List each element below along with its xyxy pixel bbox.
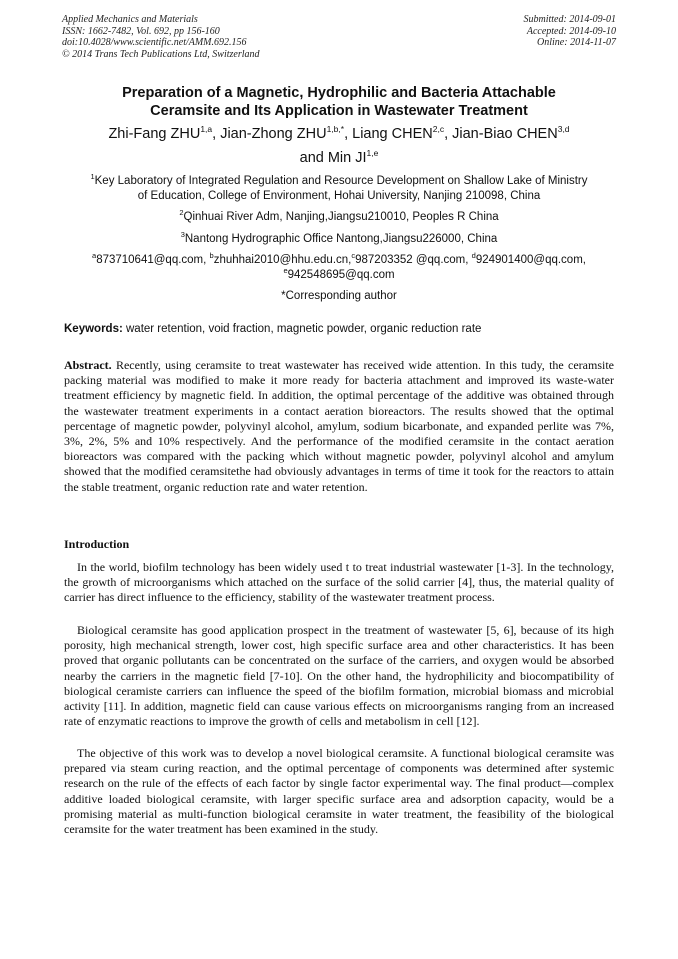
- intro-paragraph-1: In the world, biofilm technology has been widely used t to treat industrial wastewater [1-3]. In the technology, the growth of microorganisms which attached on the surface of the solid carrier [4], thus, the material quality of carrier has direct influence to the efficiency, stability of the wastewater treatment process.: [64, 560, 614, 605]
- doi-link[interactable]: doi:10.4028/www.scientific.net/AMM.692.156: [62, 37, 247, 48]
- intro-paragraph-3: The objective of this work was to develop a novel biological ceramsite. A functional biological ceramsite was prepared via steam curing reaction, and the optimal percentage of components was determined after systemic research on the rule of the effects of each factor by single factor experimental way. The final product—complex additive loaded biological ceramsite, with larger specific surface area and adsorption capacity, would be a promising material as multi-function biological ceramsite in water treatment, the feasibility of the biological ceramsite for the water treatment has been examined in the study.: [64, 746, 614, 837]
- author-name: Zhi-Fang ZHU: [108, 126, 201, 142]
- author-sup: 1,b,*: [326, 124, 345, 134]
- keywords-label: Keywords:: [64, 323, 123, 335]
- accepted-date: Accepted: 2014-09-10: [526, 25, 616, 37]
- author-sep: ,: [212, 126, 221, 142]
- affiliation-text: Key Laboratory of Integrated Regulation and Resource Development on Shallow Lake of Ministry: [94, 175, 588, 187]
- author-sep: ,: [444, 126, 453, 142]
- journal-name: Applied Mechanics and Materials: [62, 14, 198, 25]
- keywords: [64, 322, 624, 336]
- affiliation-text: of Education, College of Environment, Hohai University, Nanjing 210098, China: [137, 189, 541, 202]
- author-sup: 1,e: [366, 148, 379, 158]
- author-name: Liang CHEN: [352, 126, 433, 142]
- email-sup: b: [209, 251, 214, 260]
- email-link[interactable]: zhuhhai2010@hhu.edu.cn,: [213, 254, 352, 266]
- affiliation-2: [50, 210, 628, 225]
- intro-paragraph-2: Biological ceramsite has good application prospect in the treatment of wastewater [5, 6], because of its high porosity, high mechanical strength, lower cost, high specific surface area and other characteristics. It has been proved that organic pollutants can be concentrated on the surface of the carriers, and oxygen would be absorbed nearby the carriers in the magnetic field [7-10]. On the other hand, the hydrophilicity and biocompatibility of biological ceramiste carriers can influence the speed of the biofilm formation, microbial biomass and microbial activity [11]. In addition, magnetic field can cause various effects on microorganisms ranging from an increased rate of enzymatic reactions to improve the growth of cells and metabolism in cell [12].: [64, 623, 614, 729]
- abstract-text: Recently, using ceramsite to treat wastewater has received wide attention. In this tudy, the ceramsite packing material was modified to make it more ready for bacteria attachment and improved its waste-water treatment efficiency by magnetic field. In addition, the optimal percentage of the additive was obtained through the wastewater treatment experiments in a contact aeration bioreactors. The results showed that the optimal percentage of magnetic powder, polyvinyl alcohol, amylum, sodium bicarbonate, and expanded perlite was 7%, 3%, 2%, 5% and 10% respectively. And the performance of the modified ceramsite in the contact aeration bioreactors was compared with the packing which without magnetic powder, polyvinyl alcohol and amylum showed that the modified ceramsitethe had obviously advantages in terms of time it took for the reactors to attain the stable treatment, organic reduction rate and water retention.: [64, 358, 614, 494]
- abstract: [64, 358, 614, 495]
- publication-dates: [524, 14, 617, 49]
- title-line-1: Preparation of a Magnetic, Hydrophilic and Bacteria Attachable: [122, 85, 556, 101]
- email-link[interactable]: 942548695@qq.com: [287, 268, 395, 281]
- journal-header: [62, 14, 260, 60]
- corresponding-author-note: *Corresponding author: [281, 290, 397, 302]
- author-sup: 1,a: [200, 124, 213, 134]
- email-sup: a: [92, 251, 97, 260]
- email-sup: c: [351, 251, 356, 260]
- author-name: Jian-Biao CHEN: [452, 126, 558, 142]
- affiliation-text: Qinhuai River Adm, Nanjing,Jiangsu210010, Peoples R China: [183, 211, 499, 223]
- author-sep: ,: [344, 126, 353, 142]
- authors-line-2: [40, 146, 638, 170]
- keywords-text: water retention, void fraction, magnetic powder, organic reduction rate: [122, 323, 482, 335]
- title-line-2: Ceramsite and Its Application in Wastewater Treatment: [150, 103, 528, 119]
- submitted-date: Submitted: 2014-09-01: [523, 14, 616, 25]
- section-heading-introduction: Introduction: [64, 537, 130, 551]
- affiliation-sup: 2: [179, 208, 184, 217]
- email-link[interactable]: 873710641@qq.com,: [96, 254, 210, 266]
- author-list: [40, 122, 638, 170]
- affiliation-3: [50, 232, 628, 247]
- email-sup: e: [283, 265, 288, 275]
- paper-title: [40, 84, 638, 120]
- authors-line-1: [40, 122, 638, 146]
- email-link[interactable]: 987203352 @qq.com,: [355, 254, 472, 266]
- affiliation-sup: 3: [180, 230, 185, 239]
- copyright: © 2014 Trans Tech Publications Ltd, Switzerland: [62, 48, 260, 60]
- affiliation-text: Nantong Hydrographic Office Nantong,Jiangsu226000, China: [184, 233, 498, 245]
- abstract-label: Abstract.: [64, 358, 112, 372]
- author-name: and Min JI: [299, 150, 367, 166]
- email-link[interactable]: 924901400@qq.com,: [475, 254, 586, 266]
- author-name: Jian-Zhong ZHU: [220, 126, 327, 142]
- author-sup: 2,c: [432, 124, 445, 134]
- online-date: Online: 2014-11-07: [537, 37, 616, 48]
- issn: ISSN: 1662-7482, Vol. 692, pp 156-160: [62, 25, 220, 37]
- author-emails: [50, 253, 628, 282]
- affiliation-sup: 1: [90, 172, 95, 181]
- author-sup: 3,d: [557, 124, 570, 134]
- email-sup: d: [471, 251, 476, 260]
- affiliation-1: [50, 174, 628, 203]
